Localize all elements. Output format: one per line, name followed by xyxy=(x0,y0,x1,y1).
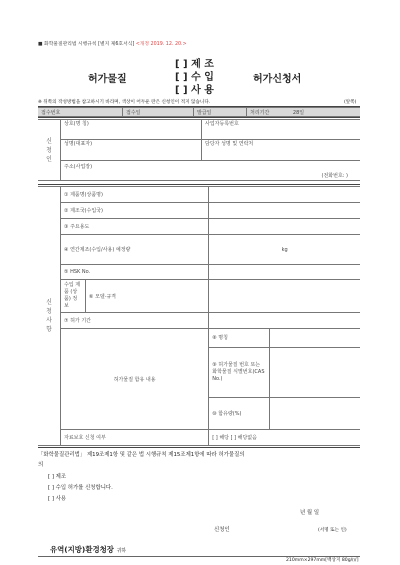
option-import[interactable]: [ ] 수입 허가를 신청합니다. xyxy=(48,485,113,491)
title-options xyxy=(175,58,214,97)
title-left: 허가물질 xyxy=(88,74,127,85)
statement-text: 「화학물질관리법」 제19조제1항 및 같은 법 시행규칙 제15조제1항에 따라 허가물질의 xyxy=(38,452,245,458)
hsk-label: ⑤ HSK No. xyxy=(61,265,209,280)
country-input[interactable] xyxy=(209,203,360,219)
title-option-import[interactable]: [ ] 수 입 xyxy=(175,72,214,83)
applicant-signature-label: 신청인 xyxy=(214,527,230,533)
applicant-side-label: 신 청 인 xyxy=(38,120,61,181)
import-product-info-label: 수입 제품 (상품) 정보 xyxy=(61,280,86,313)
office-suffix: 귀하 xyxy=(116,548,127,554)
permit-period-label: ⑦ 허가 기간 xyxy=(61,313,209,329)
request-table xyxy=(38,186,360,446)
content-label: 허가물질 함유 내용 xyxy=(61,329,209,430)
substance-name-label: ⑧ 명칭 xyxy=(209,329,270,347)
permit-period-input[interactable] xyxy=(209,313,360,329)
receipt-table xyxy=(38,107,360,117)
issue-date: 발급일 xyxy=(194,108,247,117)
processing-period xyxy=(247,108,361,117)
title-right: 허가신청서 xyxy=(253,74,302,85)
confidential-options[interactable]: [ ] 해당 [ ] 해당없음 xyxy=(209,430,360,446)
receipt-date: 접수일 xyxy=(123,108,194,117)
model-spec-input[interactable] xyxy=(209,280,360,313)
annual-amount-label: ④ 연간제조(수입/사용) 예정량 xyxy=(61,235,209,265)
contact-field[interactable]: 담당자 성명 및 연락처 xyxy=(202,139,361,160)
content-subtable-cell xyxy=(209,329,360,430)
paper-spec: 210mm×297mm[백상지 80g/㎡] xyxy=(286,558,359,563)
section-rule xyxy=(38,184,360,185)
main-use-input[interactable] xyxy=(209,219,360,235)
receipt-number: 접수번호 xyxy=(38,108,123,117)
content-subtable xyxy=(209,329,360,429)
annual-amount-input[interactable] xyxy=(209,235,360,265)
revision-note: <개정 2019. 12. 20.> xyxy=(135,42,187,47)
bottom-table-rule xyxy=(38,447,360,448)
page-side-label: (앞쪽) xyxy=(344,100,357,105)
footer-rule xyxy=(38,556,360,557)
content-ratio-input[interactable] xyxy=(270,397,360,429)
address-field[interactable]: 주소(사업장) xyxy=(61,160,361,172)
receipt-rule xyxy=(38,117,360,118)
product-name-input[interactable] xyxy=(209,187,360,203)
statement-options xyxy=(48,472,113,505)
title-option-use[interactable]: [ ] 사 용 xyxy=(175,85,214,96)
application-date[interactable]: 년 월 일 xyxy=(300,510,320,516)
form-reference: ■ 화학물질관리법 시행규칙 [별지 제6호서식] xyxy=(38,42,135,47)
country-label: ② 제조국(수입국) xyxy=(61,203,209,219)
business-number-field[interactable]: 사업자등록번호 xyxy=(202,120,361,140)
substance-name-input[interactable] xyxy=(270,329,360,347)
request-side-label: 신 청 사 항 xyxy=(38,187,61,446)
processing-value: 28일 xyxy=(292,109,305,116)
title-option-manufacture[interactable]: [ ] 제 조 xyxy=(175,59,214,70)
confidential-label: 자료보호 신청 여부 xyxy=(61,430,209,446)
office-name: 유역(지방)환경청장 xyxy=(50,545,114,554)
recipient-office xyxy=(50,544,126,555)
annual-amount-unit: kg xyxy=(281,246,288,253)
statement-continuation: 의 xyxy=(38,462,44,468)
company-name-field[interactable]: 상호(명 칭) xyxy=(61,120,202,140)
hsk-input[interactable] xyxy=(209,265,360,280)
form-header xyxy=(38,40,378,47)
option-use[interactable]: [ ] 사용 xyxy=(48,496,67,502)
processing-label: 처리기간 xyxy=(250,109,270,116)
substance-id-input[interactable] xyxy=(270,347,360,397)
phone-field[interactable]: (전화번호: ) xyxy=(61,172,361,181)
instruction-note: ※ 뒤쪽의 작성방법을 참고하시기 바라며, 색상이 어두운 란은 신청인이 적지 않습니다. xyxy=(38,100,211,105)
substance-id-label: ⑨ 허가물질 번호 또는 화학물질 식별번호(CAS No.) xyxy=(209,347,270,397)
option-manufacture[interactable]: [ ] 제조 xyxy=(48,474,67,480)
applicant-table xyxy=(38,119,360,181)
representative-field[interactable]: 성명(대표자) xyxy=(61,139,202,160)
product-name-label: ① 제품명(상품명) xyxy=(61,187,209,203)
content-ratio-label: ⑩ 함유량(%) xyxy=(209,397,270,429)
signature-note: (서명 또는 인) xyxy=(318,528,347,533)
main-use-label: ③ 주요용도 xyxy=(61,219,209,235)
model-spec-label: ⑥ 모델·규격 xyxy=(86,280,209,313)
